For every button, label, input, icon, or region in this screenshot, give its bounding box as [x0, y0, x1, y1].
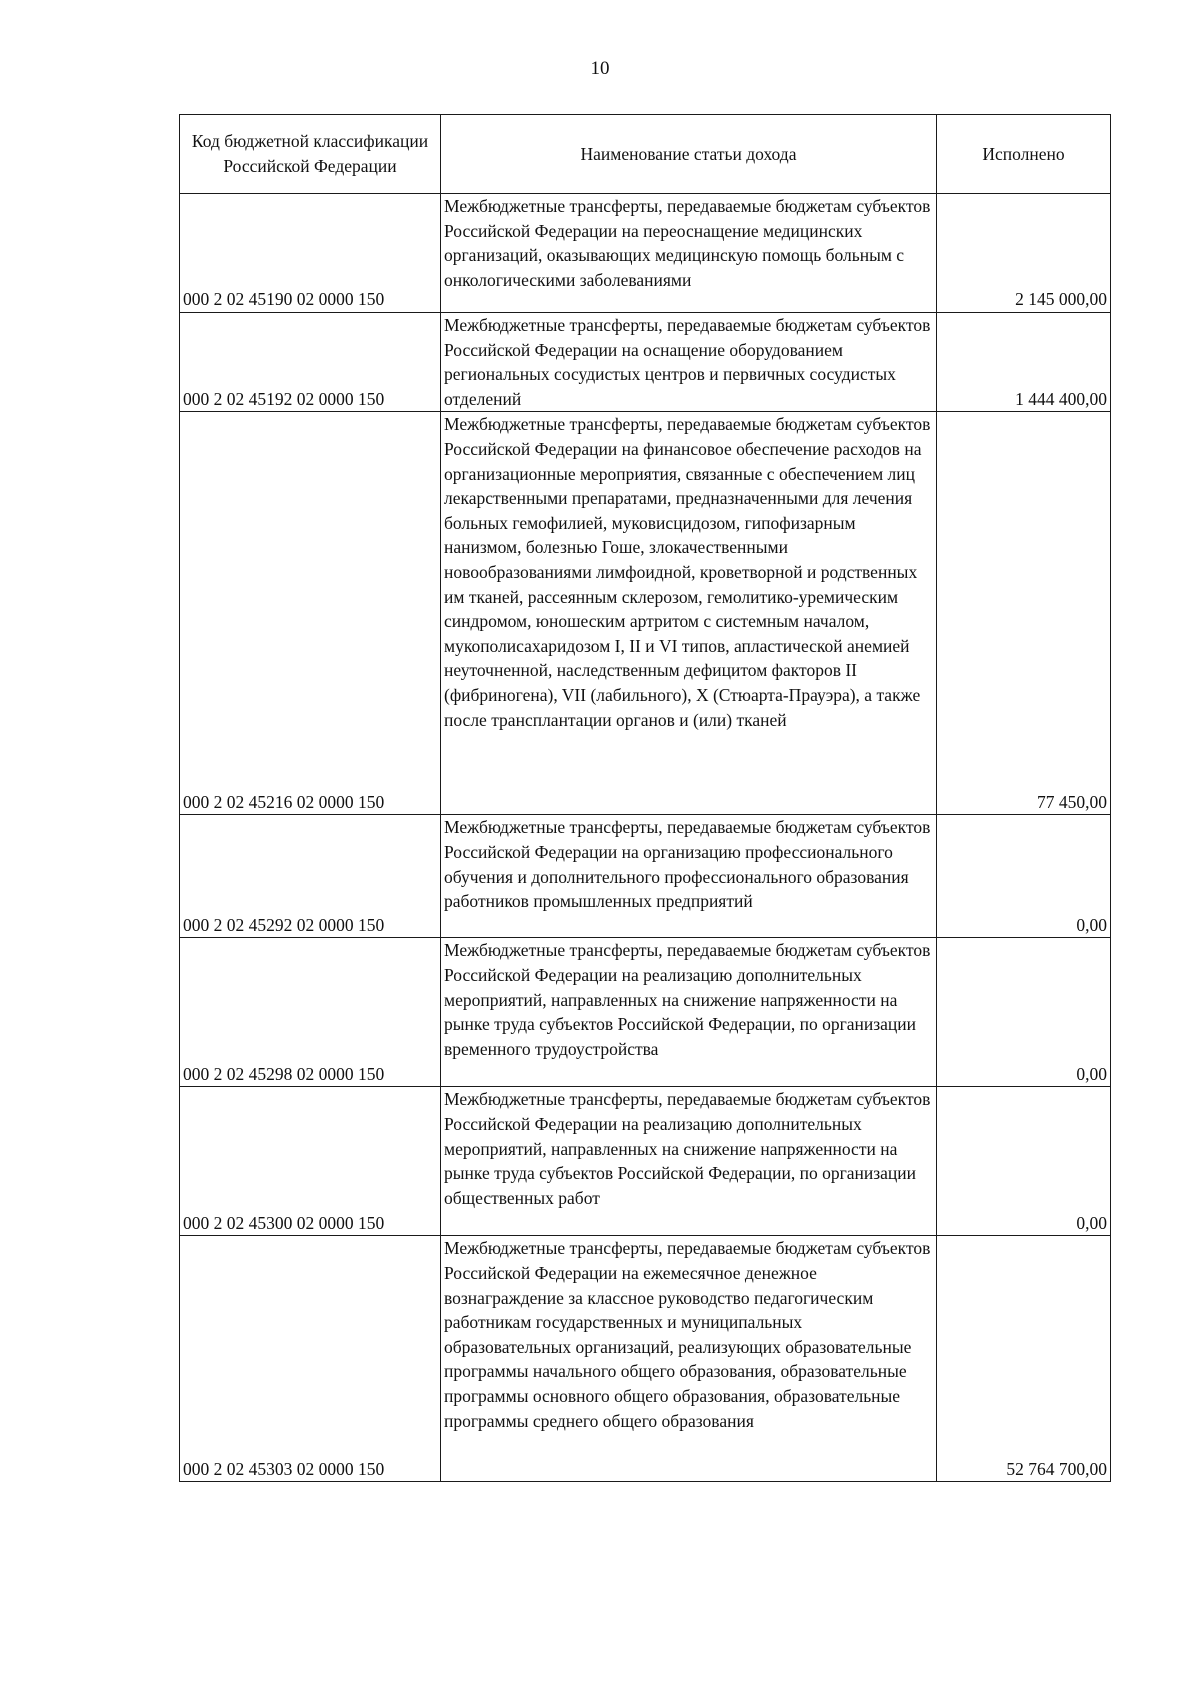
- budget-code: 000 2 02 45298 02 0000 150: [180, 938, 441, 1087]
- header-amount: Исполнено: [937, 115, 1111, 194]
- revenue-item-name: Межбюджетные трансферты, передаваемые бюджетам субъектов Российской Федерации на реализацию дополнительных мероприятий, направленных на снижение напряженности на рынке труда субъектов Российской Федерации, по организации временного трудоустройства: [441, 938, 937, 1087]
- page-number: 10: [590, 58, 610, 79]
- executed-amount: 52 764 700,00: [937, 1236, 1111, 1482]
- executed-amount: 1 444 400,00: [937, 313, 1111, 412]
- executed-amount: 2 145 000,00: [937, 194, 1111, 313]
- revenue-item-name: Межбюджетные трансферты, передаваемые бюджетам субъектов Российской Федерации на организацию профессионального обучения и дополнительного профессионального образования работников промышленных предприятий: [441, 815, 937, 938]
- header-name: Наименование статьи дохода: [441, 115, 937, 194]
- revenue-item-name: Межбюджетные трансферты, передаваемые бюджетам субъектов Российской Федерации на финансовое обеспечение расходов на организационные мероприятия, связанные с обеспечением лиц лекарственными препаратами, предназначенными для лечения больных гемофилией, муковисцидозом, гипофизарным нанизмом, болезнью Гоше, злокачественными новообразованиями лимфоидной, кроветворной и родственных им тканей, рассеянным склерозом, гемолитико-уремическим синдромом, юношеским артритом с системным началом, мукополисахаридозом I, II и VI типов, апластической анемией неуточненной, наследственным дефицитом факторов II (фибриногена), VII (лабильного), X (Стюарта-Прауэра), а также после трансплантации органов и (или) тканей: [441, 412, 937, 815]
- executed-amount: 0,00: [937, 938, 1111, 1087]
- revenue-item-name: Межбюджетные трансферты, передаваемые бюджетам субъектов Российской Федерации на оснащение оборудованием региональных сосудистых центров и первичных сосудистых отделений: [441, 313, 937, 412]
- revenue-item-name: Межбюджетные трансферты, передаваемые бюджетам субъектов Российской Федерации на ежемесячное денежное вознаграждение за классное руководство педагогическим работникам государственных и муниципальных образовательных организаций, реализующих образовательные программы начального общего образования, образовательные программы основного общего образования, образовательные программы среднего общего образования: [441, 1236, 937, 1482]
- revenue-table: [179, 114, 1111, 1482]
- executed-amount: 0,00: [937, 1087, 1111, 1236]
- executed-amount: 0,00: [937, 815, 1111, 938]
- table-row: [180, 938, 1111, 1087]
- revenue-item-name: Межбюджетные трансферты, передаваемые бюджетам субъектов Российской Федерации на реализацию дополнительных мероприятий, направленных на снижение напряженности на рынке труда субъектов Российской Федерации, по организации общественных работ: [441, 1087, 937, 1236]
- budget-code: 000 2 02 45292 02 0000 150: [180, 815, 441, 938]
- table-row: [180, 1236, 1111, 1482]
- table-row: [180, 313, 1111, 412]
- header-code: Код бюджетной классификации Российской Федерации: [180, 115, 441, 194]
- table-row: [180, 412, 1111, 815]
- table-row: [180, 815, 1111, 938]
- budget-code: 000 2 02 45300 02 0000 150: [180, 1087, 441, 1236]
- executed-amount: 77 450,00: [937, 412, 1111, 815]
- table-row: [180, 194, 1111, 313]
- budget-code: 000 2 02 45190 02 0000 150: [180, 194, 441, 313]
- budget-code: 000 2 02 45192 02 0000 150: [180, 313, 441, 412]
- budget-code: 000 2 02 45303 02 0000 150: [180, 1236, 441, 1482]
- budget-code: 000 2 02 45216 02 0000 150: [180, 412, 441, 815]
- table-header-row: [180, 115, 1111, 194]
- table-row: [180, 1087, 1111, 1236]
- revenue-item-name: Межбюджетные трансферты, передаваемые бюджетам субъектов Российской Федерации на переоснащение медицинских организаций, оказывающих медицинскую помощь больным с онкологическими заболеваниями: [441, 194, 937, 313]
